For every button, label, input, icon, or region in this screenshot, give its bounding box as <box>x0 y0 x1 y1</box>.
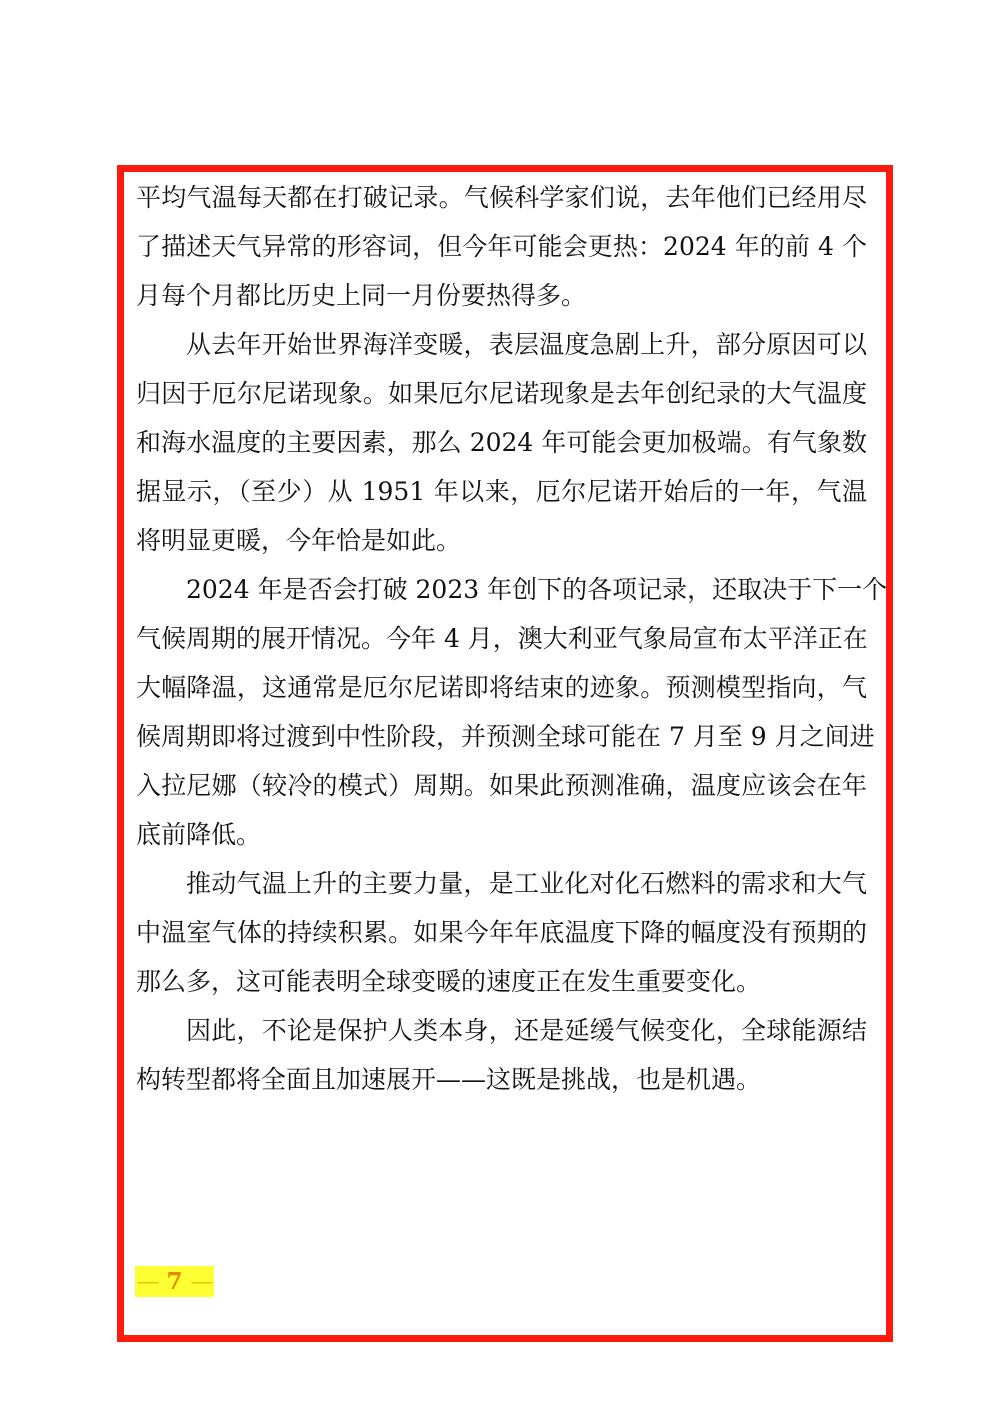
page-number-dash-left: — <box>136 1269 159 1295</box>
text-line: 底前降低。 <box>136 820 262 849</box>
text-line: 据显示，（至少）从 1951 年以来，厄尔尼诺开始后的一年，气温 <box>136 477 867 506</box>
article-body <box>136 173 888 1104</box>
text-line: 和海水温度的主要因素，那么 2024 年可能会更加极端。有气象数 <box>136 428 867 457</box>
text-line: 将明显更暖，今年恰是如此。 <box>136 526 462 555</box>
text-line: 归因于厄尔尼诺现象。如果厄尔尼诺现象是去年创纪录的大气温度 <box>136 379 867 408</box>
text-line: 气候周期的展开情况。今年 4 月，澳大利亚气象局宣布太平洋正在 <box>136 624 868 653</box>
page-number-dash-right: — <box>190 1269 213 1295</box>
text-line: 了描述天气异常的形容词，但今年可能会更热：2024 年的前 4 个 <box>136 232 867 261</box>
text-line: 中温室气体的持续积累。如果今年年底温度下降的幅度没有预期的 <box>136 918 867 947</box>
text-line: 从去年开始世界海洋变暖，表层温度急剧上升，部分原因可以 <box>186 330 867 359</box>
page-number-value: 7 <box>166 1268 183 1295</box>
text-line: 候周期即将过渡到中性阶段，并预测全球可能在 7 月至 9 月之间进 <box>136 722 875 751</box>
text-line: 因此，不论是保护人类本身，还是延缓气候变化，全球能源结 <box>186 1016 867 1045</box>
text-line: 构转型都将全面且加速展开——这既是挑战，也是机遇。 <box>136 1065 762 1094</box>
text-line: 那么多，这可能表明全球变暖的速度正在发生重要变化。 <box>136 967 762 996</box>
text-line: 2024 年是否会打破 2023 年创下的各项记录，还取决于下一个 <box>186 575 888 604</box>
text-line: 入拉尼娜（较冷的模式）周期。如果此预测准确，温度应该会在年 <box>136 771 867 800</box>
text-line: 平均气温每天都在打破记录。气候科学家们说，去年他们已经用尽 <box>136 183 867 212</box>
page-number <box>135 1266 214 1297</box>
text-line: 月每个月都比历史上同一月份要热得多。 <box>136 281 587 310</box>
text-line: 大幅降温，这通常是厄尔尼诺即将结束的迹象。预测模型指向，气 <box>136 673 867 702</box>
text-line: 推动气温上升的主要力量，是工业化对化石燃料的需求和大气 <box>186 869 867 898</box>
